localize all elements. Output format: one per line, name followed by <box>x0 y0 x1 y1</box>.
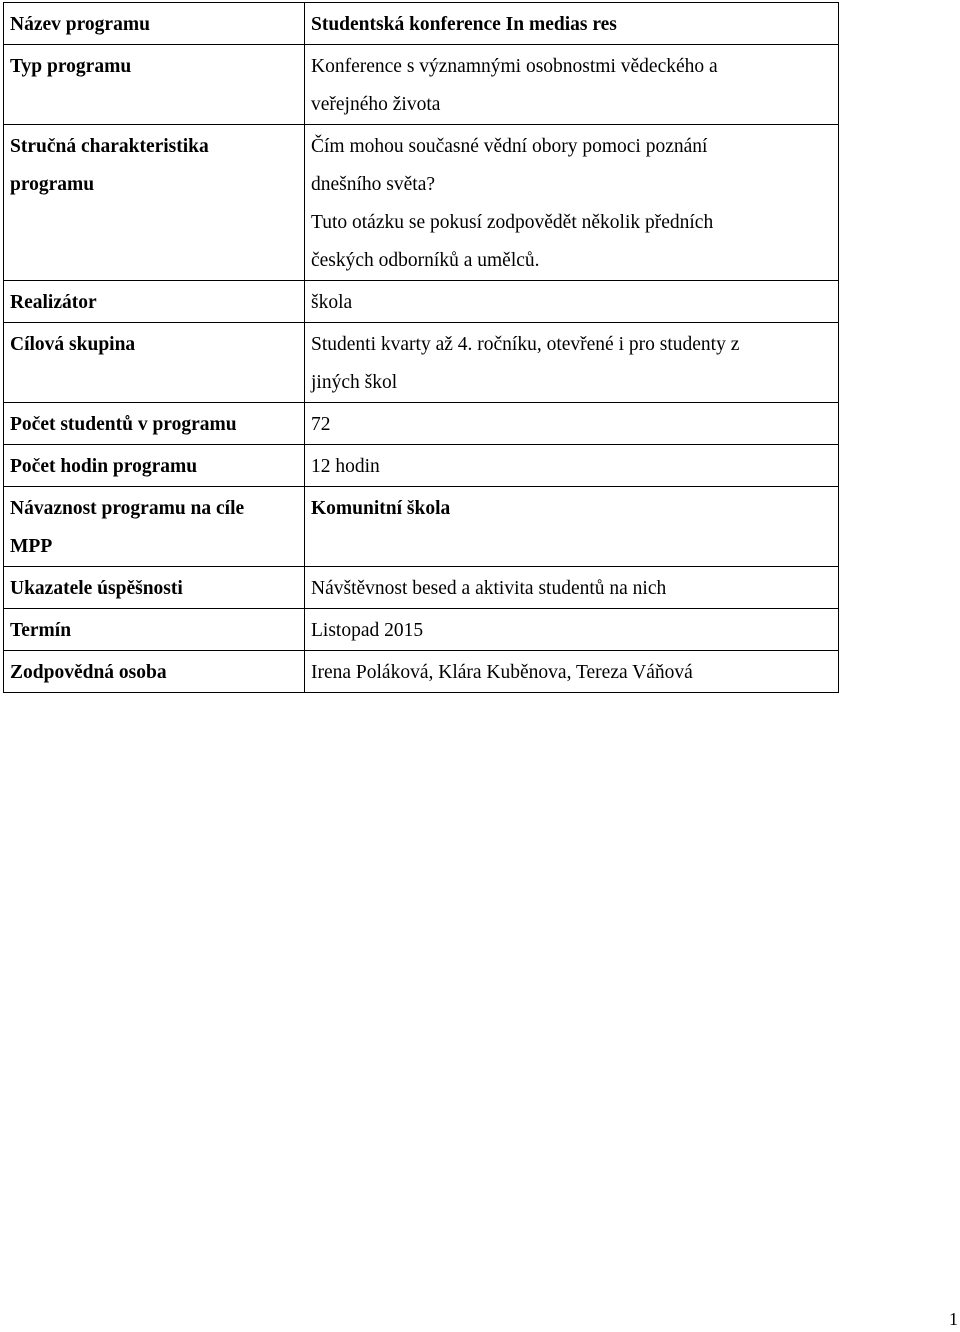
row-label <box>4 403 305 445</box>
row-label-line: Termín <box>10 620 72 641</box>
row-label <box>4 567 305 609</box>
row-label-line: Cílová skupina <box>10 334 136 355</box>
row-value-line: 72 <box>311 414 331 435</box>
row-label-line: Zodpovědná osoba <box>10 662 167 683</box>
row-value-line: Čím mohou současné vědní obory pomoci poznání <box>311 136 708 157</box>
row-value-line: Studenti kvarty až 4. ročníku, otevřené i pro studenty z <box>311 334 740 355</box>
page-number: 1 <box>949 1309 958 1329</box>
row-value <box>305 651 839 693</box>
table-row <box>4 3 839 45</box>
row-label-line: Ukazatele úspěšnosti <box>10 578 183 599</box>
row-label-line: Návaznost programu na cíle <box>10 498 245 519</box>
row-label <box>4 281 305 323</box>
row-label-line: Počet hodin programu <box>10 456 198 477</box>
row-value-line: Listopad 2015 <box>311 620 424 641</box>
row-value-line: škola <box>311 292 353 313</box>
row-label-line: MPP <box>10 536 53 557</box>
row-value-line: Irena Poláková, Klára Kuběnova, Tereza Váňová <box>311 662 693 683</box>
row-value-line: veřejného života <box>311 94 441 115</box>
row-value <box>305 3 839 45</box>
row-value-line: Konference s významnými osobnostmi vědeckého a <box>311 56 718 77</box>
row-label <box>4 125 305 281</box>
row-label <box>4 3 305 45</box>
row-label-line: Název programu <box>10 14 150 35</box>
table-row <box>4 125 839 281</box>
row-value <box>305 403 839 445</box>
row-value <box>305 45 839 125</box>
row-label-line: Stručná charakteristika <box>10 136 209 157</box>
row-label <box>4 651 305 693</box>
row-label-line: Počet studentů v programu <box>10 414 237 435</box>
row-label-line: programu <box>10 174 95 195</box>
program-table-body <box>4 3 839 693</box>
row-label <box>4 323 305 403</box>
row-value <box>305 487 839 567</box>
table-row <box>4 281 839 323</box>
table-row <box>4 651 839 693</box>
row-label <box>4 445 305 487</box>
row-value-line: 12 hodin <box>311 456 380 477</box>
table-row <box>4 323 839 403</box>
row-label <box>4 609 305 651</box>
row-value <box>305 125 839 281</box>
table-row <box>4 403 839 445</box>
row-value-line: dnešního světa? <box>311 174 436 195</box>
row-value <box>305 567 839 609</box>
row-value-line: jiných škol <box>311 372 398 393</box>
row-label <box>4 45 305 125</box>
table-row <box>4 567 839 609</box>
row-label-line: Typ programu <box>10 56 132 77</box>
row-value-line: českých odborníků a umělců. <box>311 250 540 271</box>
table-row <box>4 487 839 567</box>
table-row <box>4 609 839 651</box>
row-value <box>305 281 839 323</box>
table-row <box>4 45 839 125</box>
row-value <box>305 609 839 651</box>
row-value-line: Návštěvnost besed a aktivita studentů na nich <box>311 578 667 599</box>
row-value <box>305 445 839 487</box>
row-value-line: Komunitní škola <box>311 498 451 519</box>
row-value-line: Studentská konference In medias res <box>311 14 617 35</box>
row-value-line: Tuto otázku se pokusí zodpovědět několik předních <box>311 212 714 233</box>
table-row <box>4 445 839 487</box>
program-table <box>3 2 839 693</box>
row-label <box>4 487 305 567</box>
row-value <box>305 323 839 403</box>
row-label-line: Realizátor <box>10 292 97 313</box>
